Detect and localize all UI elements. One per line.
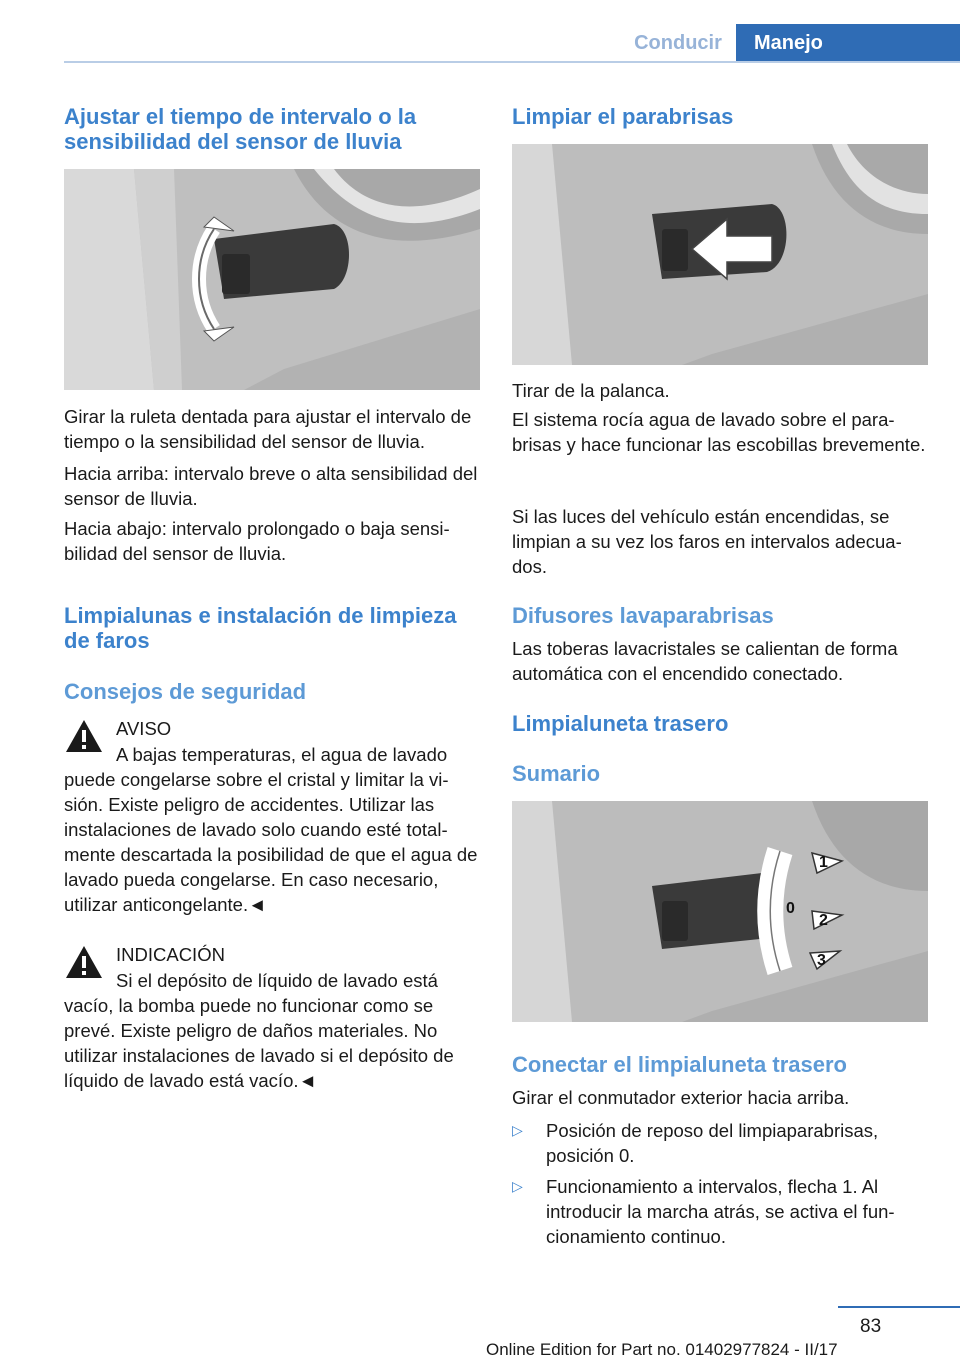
figure-label-0: 0 (786, 900, 795, 917)
edition-line: Online Edition for Part no. 01402977824 - II/17 (486, 1340, 838, 1359)
tab-manejo[interactable]: Manejo (736, 24, 960, 62)
heading-summary: Sumario (512, 761, 601, 786)
heading-safety: Consejos de seguridad (64, 679, 307, 704)
paragraph-lights: Si las luces del vehículo están encendidas, se limpian a su vez los faros en intervalos adecuados. (512, 506, 902, 577)
photo-pull-lever (512, 144, 928, 365)
bullet-text: Posición de reposo del limpiaparabrisas, posición 0. (546, 1120, 879, 1166)
notice-text: Si el depósito de líquido de lavado está vacío, la bomba puede no funcionar como se prevé. Existe peligro de daños materiales. No utilizar instalaciones de lavado si el depósito de líquido de lavado está vacío.◄ (64, 970, 454, 1091)
warning-text: A bajas temperaturas, el agua de lavado puede congelarse sobre el cristal y limitar la visión. Existe peligro de accidentes. Utilizar las instalaciones de lavado solo cuando esté totalmente descartada la posibilidad de que el agua de lavado pueda congelarse. En caso necesario, utilizar anticongelante.◄ (64, 744, 478, 915)
heading-rear-wiper: Limpialuneta trasero (512, 711, 729, 736)
photo-rear-switch (512, 801, 928, 1022)
paragraph-down: Hacia abajo: intervalo prolongado o baja sensibilidad del sensor de lluvia. (64, 518, 450, 564)
notice-label: INDICACIÓN (116, 944, 225, 965)
bullet-text: Funcionamiento a intervalos, flecha 1. Al introducir la marcha atrás, se activa el funcionamiento continuo. (546, 1176, 895, 1247)
paragraph-nozzles: Las toberas lavacristales se calientan de forma automática con el encendido conectado. (512, 638, 898, 684)
heading-nozzles: Difusores lavaparabrisas (512, 603, 774, 628)
footer-rule (838, 1306, 960, 1308)
paragraph-up: Hacia arriba: intervalo breve o alta sensibilidad del sensor de lluvia. (64, 463, 478, 509)
heading-clean-windshield: Limpiar el parabrisas (512, 104, 734, 129)
header-rule (64, 61, 960, 63)
warning-label: AVISO (116, 718, 172, 739)
heading-interval: Ajustar el tiempo de intervalo o la sensibilidad del sensor de lluvia (64, 104, 417, 154)
bullet-item (512, 1118, 928, 1168)
heading-washer: Limpialunas e instalación de limpieza de faros (64, 603, 457, 653)
page-number: 83 (860, 1316, 882, 1337)
bullet-triangle-icon: ▷ (512, 1122, 523, 1138)
paragraph-rotate: Girar el conmutador exterior hacia arriba. (512, 1087, 850, 1108)
figure-label-3: 3 (817, 952, 826, 969)
tab-conducir[interactable]: Conducir (634, 31, 722, 54)
bullet-triangle-icon: ▷ (512, 1178, 523, 1194)
bullet-item (512, 1174, 928, 1249)
figure-label-1: 1 (819, 854, 828, 871)
paragraph-spray: El sistema rocía agua de lavado sobre el parabrisas y hace funcionar las escobillas brevemente. (512, 409, 926, 455)
figure-label-2: 2 (819, 912, 828, 929)
heading-connect-rear: Conectar el limpialuneta trasero (512, 1052, 847, 1077)
photo-wiper-wheel (64, 169, 480, 390)
paragraph-interval: Girar la ruleta dentada para ajustar el intervalo de tiempo o la sensibilidad del sensor de lluvia. (64, 406, 472, 452)
paragraph-pull: Tirar de la palanca. (512, 380, 670, 401)
